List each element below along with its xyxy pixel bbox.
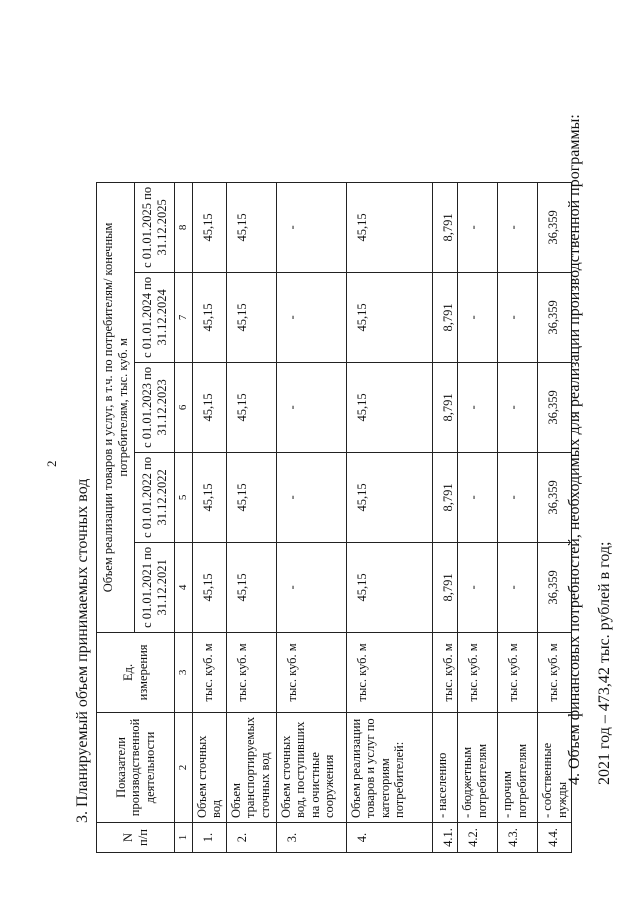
table-row [226,182,276,852]
row-value: 45,15 [193,182,227,272]
header-unit: Ед. измерения [97,632,175,712]
header-indicator: Показатели производственной деятельности [97,712,175,822]
header-period-2023: с 01.01.2023 по 31.12.2023 [135,362,175,452]
row-value: 8,791 [432,542,457,632]
page-number: 2 [44,460,59,467]
column-number: 8 [175,182,193,272]
row-label: - прочим потребителям [498,712,538,822]
row-number: 2. [226,823,276,853]
row-value: 8,791 [432,272,457,362]
row-value: 45,15 [226,272,276,362]
row-label: Объем сточных вод [193,712,227,822]
row-value: - [498,452,538,542]
row-value: 45,15 [346,272,432,362]
row-unit: тыс. куб. м [276,632,346,712]
row-number: 4.1. [432,823,457,853]
row-label: Объем реализации товаров и услуг по категориям потребителей: [346,712,432,822]
row-unit: тыс. куб. м [226,632,276,712]
header-period-2022: с 01.01.2022 по 31.12.2022 [135,452,175,542]
row-value: - [498,272,538,362]
row-value: - [276,542,346,632]
funding-2021-line: 2021 год – 473,42 тыс. рублей в год; [596,541,613,785]
header-period-2024: с 01.01.2024 по 31.12.2024 [135,272,175,362]
row-value: - [276,362,346,452]
table-row [432,182,457,852]
row-number: 4. [346,823,432,853]
row-value: - [498,362,538,452]
column-number: 5 [175,452,193,542]
row-value: - [276,452,346,542]
row-value: 36,359 [538,542,572,632]
column-number: 4 [175,542,193,632]
row-value: - [458,182,498,272]
row-label: - бюджетным потребителям [458,712,498,822]
row-number: 1. [193,823,227,853]
row-value: - [498,542,538,632]
row-value: 36,359 [538,182,572,272]
row-value: 45,15 [346,452,432,542]
row-value: 36,359 [538,272,572,362]
column-number-row [175,182,193,852]
section-4-title: 4. Объем финансовых потребностей, необходимых для реализации производственной программы: [566,114,583,785]
row-value: - [458,452,498,542]
table-row [276,182,346,852]
row-value: - [458,542,498,632]
row-value: 45,15 [226,182,276,272]
row-value: 45,15 [226,542,276,632]
row-value: 36,359 [538,452,572,542]
row-number: 3. [276,823,346,853]
row-value: 8,791 [432,182,457,272]
row-value: - [458,362,498,452]
row-unit: тыс. куб. м [346,632,432,712]
row-value: 45,15 [193,452,227,542]
row-value: 45,15 [346,182,432,272]
row-label: - населению [432,712,457,822]
row-unit: тыс. куб. м [193,632,227,712]
row-value: 45,15 [193,362,227,452]
row-value: 45,15 [346,362,432,452]
wastewater-volume-table [96,182,572,853]
row-value: - [498,182,538,272]
section-3-title: 3. Планируемый объем принимаемых сточных вод [74,478,91,823]
row-value: 45,15 [226,362,276,452]
table-row [458,182,498,852]
column-number: 1 [175,823,193,853]
row-unit: тыс. куб. м [458,632,498,712]
column-number: 3 [175,632,193,712]
row-number: 4.4. [538,823,572,853]
row-value: 45,15 [193,542,227,632]
row-value: - [276,272,346,362]
row-value: 8,791 [432,452,457,542]
row-label: - собственные нужды [538,712,572,822]
row-value: 8,791 [432,362,457,452]
header-num: N п/п [97,823,175,853]
row-unit: тыс. куб. м [432,632,457,712]
header-period-2025: с 01.01.2025 по 31.12.2025 [135,182,175,272]
row-number: 4.3. [498,823,538,853]
header-group: Объем реализации товаров и услуг, в т.ч. по потребителям/ конечным потребителям, тыс. куб. м [97,182,135,632]
row-value: 36,359 [538,362,572,452]
row-value: 45,15 [226,452,276,542]
row-number: 4.2. [458,823,498,853]
table-row [193,182,227,852]
column-number: 6 [175,362,193,452]
header-period-2021: с 01.01.2021 по 31.12.2021 [135,542,175,632]
row-unit: тыс. куб. м [538,632,572,712]
column-number: 7 [175,272,193,362]
row-unit: тыс. куб. м [498,632,538,712]
table-row [346,182,432,852]
row-label: Объем сточных вод, поступивших на очистные сооружения [276,712,346,822]
table-row [498,182,538,852]
row-value: 45,15 [346,542,432,632]
row-value: - [458,272,498,362]
row-label: Объем транспортируемых сточных вод [226,712,276,822]
row-value: - [276,182,346,272]
row-value: 45,15 [193,272,227,362]
column-number: 2 [175,712,193,822]
